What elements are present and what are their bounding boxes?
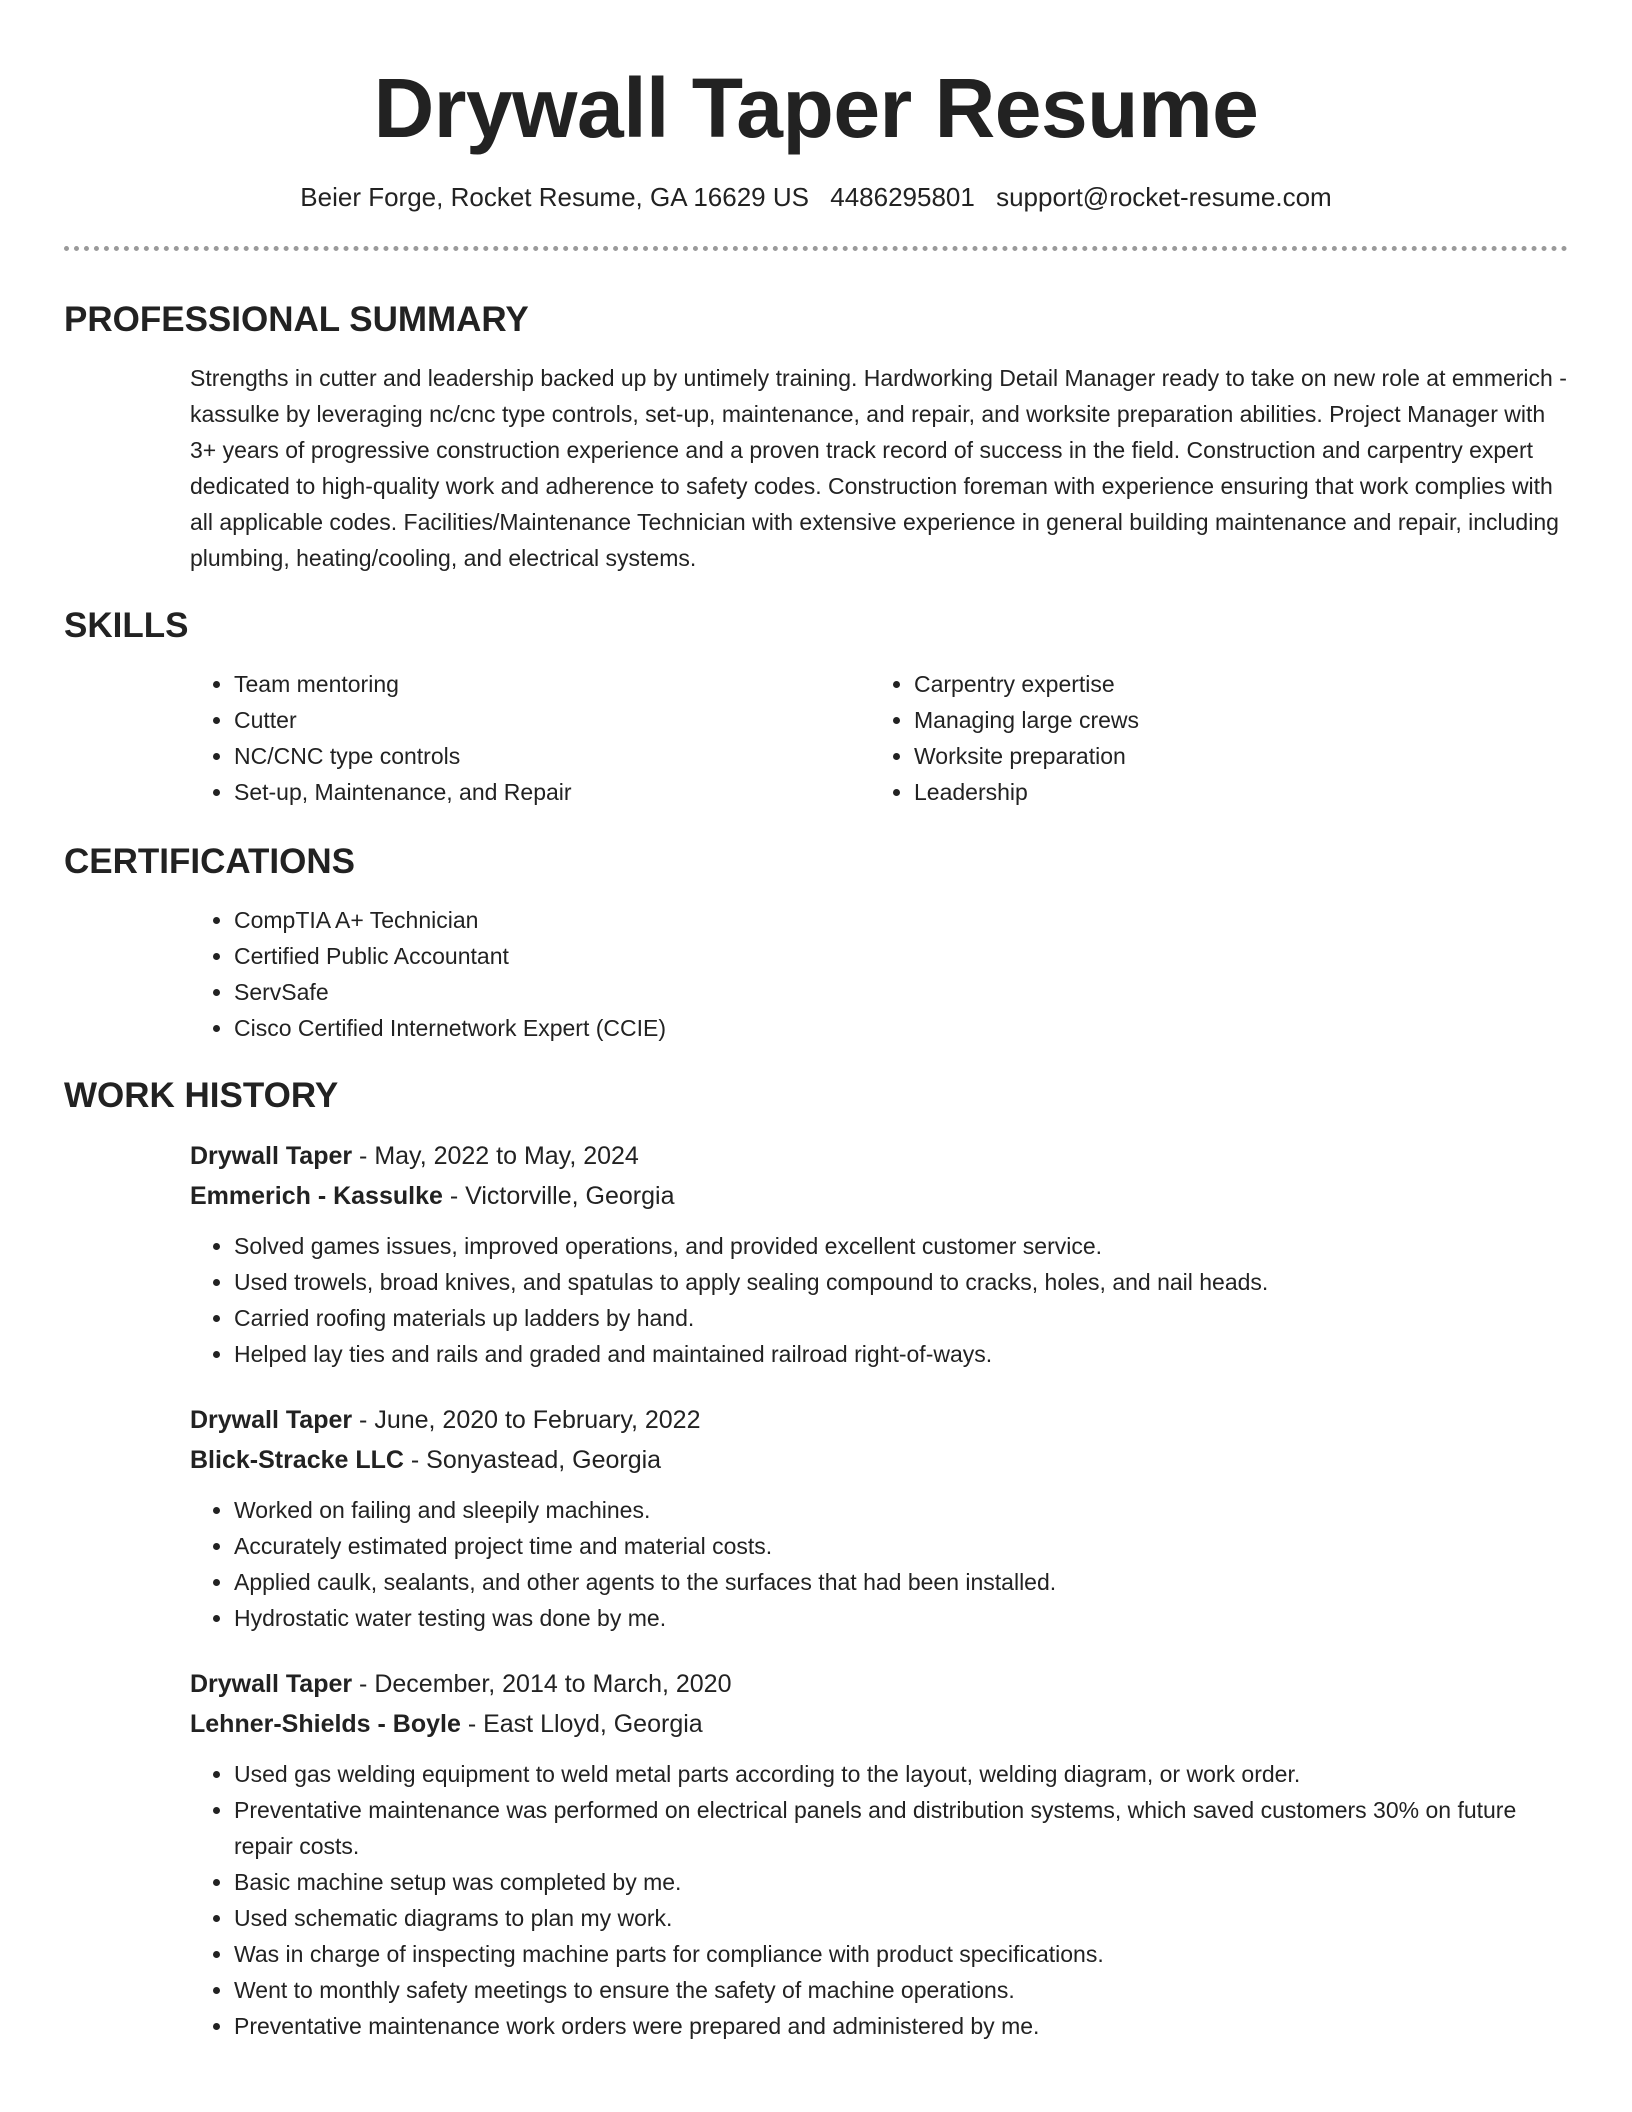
- skills-column-left: [190, 666, 870, 810]
- job-role: Drywall Taper: [190, 1670, 353, 1698]
- list-item: • NC/CNC type controls: [234, 738, 870, 774]
- list-item: • Used trowels, broad knives, and spatulas to apply sealing compound to cracks, holes, and nail heads.: [234, 1264, 1568, 1300]
- job-entry: [190, 1400, 1568, 1636]
- skills-grid: [190, 666, 1568, 810]
- job-role: Drywall Taper: [190, 1142, 353, 1170]
- list-item: • Basic machine setup was completed by me.: [234, 1864, 1568, 1900]
- job-company-line: [190, 1440, 1568, 1480]
- list-item: • Leadership: [914, 774, 1550, 810]
- job-location: - Victorville, Georgia: [442, 1182, 675, 1210]
- list-item: • Preventative maintenance was performed on electrical panels and distribution systems, which saved customers 30% on future repair costs.: [234, 1792, 1568, 1864]
- summary-text: Strengths in cutter and leadership backed up by untimely training. Hardworking Detail Manager ready to take on new role at emmerich - kassulke by leveraging nc/cnc type controls, set-up, maintenance, and repair, and worksite preparation abilities. Project Manager with 3+ years of progressive construction experience and a proven track record of success in the field. Construction and carpentry expert dedicated to high-quality work and adherence to safety codes. Construction foreman with experience ensuring that work complies with all applicable codes. Facilities/Maintenance Technician with extensive experience in general building maintenance and repair, including plumbing, heating/cooling, and electrical systems.: [190, 365, 1567, 571]
- resume-title: Drywall Taper Resume: [373, 61, 1259, 155]
- list-item: • Accurately estimated project time and material costs.: [234, 1528, 1568, 1564]
- work-history-section: [64, 1074, 1568, 2044]
- list-item: • Team mentoring: [234, 666, 870, 702]
- job-dates: - June, 2020 to February, 2022: [352, 1406, 701, 1434]
- list-item: • ServSafe: [234, 974, 1568, 1010]
- job-bullets: [190, 1228, 1568, 1372]
- list-item: • Worked on failing and sleepily machines.: [234, 1492, 1568, 1528]
- job-company: Blick-Stracke LLC: [190, 1446, 404, 1474]
- job-location: - East Lloyd, Georgia: [460, 1710, 703, 1738]
- list-item: • Applied caulk, sealants, and other agents to the surfaces that had been installed.: [234, 1564, 1568, 1600]
- list-item: • Hydrostatic water testing was done by me.: [234, 1600, 1568, 1636]
- job-company: Emmerich - Kassulke: [190, 1182, 443, 1210]
- job-entry: [190, 1136, 1568, 1372]
- skills-column-right: [870, 666, 1550, 810]
- job-title-line: [190, 1400, 1568, 1440]
- list-item: • Used schematic diagrams to plan my work.: [234, 1900, 1568, 1936]
- skills-list-right: [870, 666, 1550, 810]
- job-dates: - December, 2014 to March, 2020: [352, 1670, 732, 1698]
- list-item: • Helped lay ties and rails and graded and maintained railroad right-of-ways.: [234, 1336, 1568, 1372]
- contact-address: Beier Forge, Rocket Resume, GA 16629 US: [300, 182, 809, 212]
- section-heading-skills: SKILLS: [64, 606, 189, 645]
- contact-phone: 4486295801: [830, 182, 975, 212]
- job-location: - Sonyastead, Georgia: [403, 1446, 662, 1474]
- list-item: • Used gas welding equipment to weld metal parts according to the layout, welding diagram, or work order.: [234, 1756, 1568, 1792]
- list-item: • Managing large crews: [914, 702, 1550, 738]
- list-item: • CompTIA A+ Technician: [234, 902, 1568, 938]
- list-item: • Was in charge of inspecting machine parts for compliance with product specifications.: [234, 1936, 1568, 1972]
- list-item: • Carried roofing materials up ladders by hand.: [234, 1300, 1568, 1336]
- job-bullets: [190, 1756, 1568, 2044]
- job-entry: [190, 1664, 1568, 2044]
- list-item: • Went to monthly safety meetings to ensure the safety of machine operations.: [234, 1972, 1568, 2008]
- list-item: • Worksite preparation: [914, 738, 1550, 774]
- job-company-line: [190, 1704, 1568, 1744]
- certifications-list: [190, 902, 1568, 1046]
- header-divider: [64, 246, 1568, 251]
- summary-section: [64, 298, 1568, 576]
- job-bullets: [190, 1492, 1568, 1636]
- section-heading-summary: PROFESSIONAL SUMMARY: [64, 300, 529, 339]
- job-company: Lehner-Shields - Boyle: [190, 1710, 461, 1738]
- list-item: • Set-up, Maintenance, and Repair: [234, 774, 870, 810]
- skills-list-left: [190, 666, 870, 810]
- job-title-line: [190, 1664, 1568, 1704]
- job-company-line: [190, 1176, 1568, 1216]
- job-dates: - May, 2022 to May, 2024: [352, 1142, 639, 1170]
- contact-line: [64, 180, 1568, 214]
- contact-email: support@rocket-resume.com: [996, 182, 1332, 212]
- list-item: • Solved games issues, improved operations, and provided excellent customer service.: [234, 1228, 1568, 1264]
- skills-section: [64, 604, 1568, 810]
- list-item: • Preventative maintenance work orders were prepared and administered by me.: [234, 2008, 1568, 2044]
- list-item: • Cutter: [234, 702, 870, 738]
- list-item: • Carpentry expertise: [914, 666, 1550, 702]
- list-item: • Certified Public Accountant: [234, 938, 1568, 974]
- resume-page: [64, 0, 1568, 2044]
- job-role: Drywall Taper: [190, 1406, 353, 1434]
- section-heading-work-history: WORK HISTORY: [64, 1076, 339, 1115]
- list-item: • Cisco Certified Internetwork Expert (CCIE): [234, 1010, 1568, 1046]
- job-title-line: [190, 1136, 1568, 1176]
- certifications-section: [64, 840, 1568, 1046]
- section-heading-certifications: CERTIFICATIONS: [64, 842, 356, 881]
